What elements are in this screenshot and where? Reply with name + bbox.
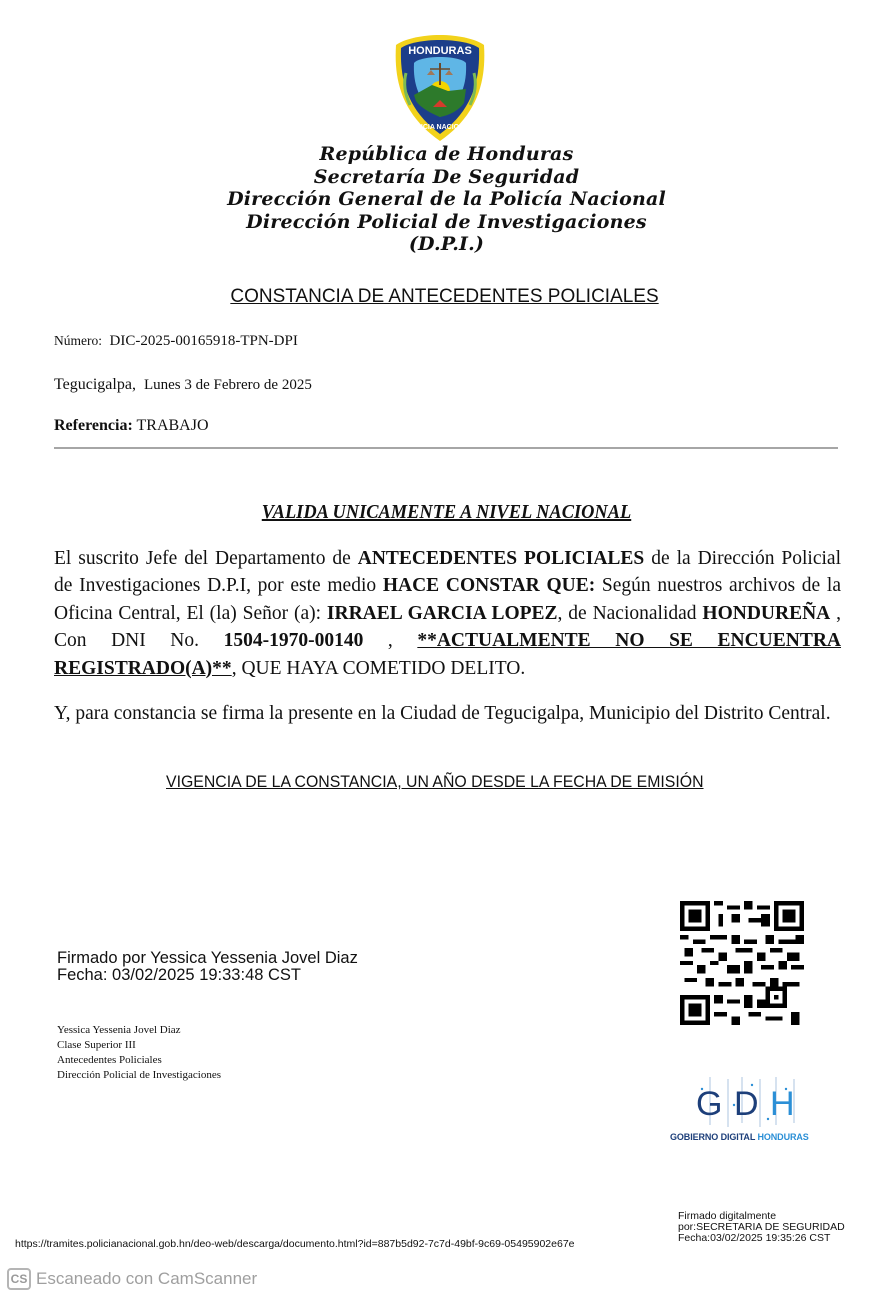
signer-direction: Dirección Policial de Investigaciones (57, 1069, 222, 1081)
policia-nacional-crest-logo (392, 33, 488, 143)
date-row (54, 376, 312, 394)
header-line-republica: República de Honduras (319, 143, 574, 165)
hace-constar-text: HACE CONSTAR QUE: (382, 575, 596, 597)
validity-scope-heading: VALIDA UNICAMENTE A NIVEL NACIONAL (261, 501, 632, 523)
separator-line (54, 447, 838, 449)
issue-date: Lunes 3 de Febrero de 2025 (143, 377, 312, 393)
signer-name: Yessica Yessenia Jovel Diaz (57, 1024, 181, 1036)
body-text: , (363, 630, 418, 652)
gdh-caption-dark: GOBIERNO DIGITAL (670, 1132, 758, 1142)
header-line-direccion-general: Dirección General de la Policía Nacional (227, 188, 666, 210)
nationality: HONDUREÑA (702, 602, 831, 624)
digital-signature-stamp (678, 1211, 845, 1244)
referencia-label: Referencia: (54, 417, 133, 434)
digital-signature-line1: Firmado digitalmente (678, 1210, 777, 1222)
numero-value: DIC-2025-00165918-TPN-DPI (109, 333, 298, 349)
body-text: El suscrito Jefe del Departamento de (54, 548, 358, 569)
gdh-letter-d: D (734, 1085, 759, 1123)
body-text: , QUE HAYA COMETIDO DELITO. (231, 657, 526, 679)
crest-bottom-text: POLICIA NACIONAL (406, 124, 474, 131)
signed-by: Firmado por Yessica Yessenia Jovel Diaz (57, 949, 358, 967)
crest-top-text: HONDURAS (408, 45, 472, 57)
document-title: CONSTANCIA DE ANTECEDENTES POLICIALES (230, 286, 659, 307)
signer-department: Antecedentes Policiales (57, 1054, 162, 1066)
qr-code-icon (680, 901, 804, 1025)
referencia-value: TRABAJO (136, 417, 209, 434)
certification-paragraph (54, 545, 841, 682)
validity-period-notice: VIGENCIA DE LA CONSTANCIA, UN AÑO DESDE LA FECHA DE EMISIÓN (166, 773, 704, 791)
gdh-caption-light: HONDURAS (757, 1132, 809, 1142)
city: Tegucigalpa, (54, 376, 136, 393)
body-text: Según nuestros archivos de la Oficina Central, El (la) Señor (a): (54, 575, 841, 624)
dni-number: 1504-1970-00140 (223, 630, 364, 652)
camscanner-watermark (7, 1268, 257, 1290)
camscanner-logo-icon: CS (7, 1268, 31, 1290)
gdh-letter-g: G (696, 1085, 723, 1123)
institution-header (200, 143, 693, 256)
referencia-row (54, 417, 209, 435)
signer-details (57, 1023, 221, 1083)
header-line-direccion-policial: Dirección Policial de Investigaciones (246, 210, 647, 233)
gdh-letter-h: H (770, 1085, 795, 1123)
record-status: **ACTUALMENTE NO SE ENCUENTRA REGISTRADO(A)** (54, 630, 842, 679)
numero-label: Número: (54, 333, 102, 348)
body-text: de la Dirección Policial de Investigaciones D.P.I, por este medio (54, 548, 841, 597)
numero-row (54, 333, 298, 350)
signature-date: Fecha: 03/02/2025 19:33:48 CST (57, 966, 302, 984)
header-line-secretaria: Secretaría De Seguridad (313, 165, 580, 188)
person-name: IRRAEL GARCIA LOPEZ (326, 602, 558, 624)
body-text: , Con DNI No. (54, 602, 841, 652)
signer-rank: Clase Superior III (57, 1039, 136, 1051)
department-name: ANTECEDENTES POLICIALES (357, 548, 645, 569)
digital-signature-line2: por:SECRETARIA DE SEGURIDAD (678, 1221, 845, 1233)
verification-url[interactable]: https://tramites.policianacional.gob.hn/deo-web/descarga/documento.html?id=887b5d92-7c7d-49bf-9c69-05495902e67e (15, 1238, 575, 1250)
digital-signature-line3: Fecha:03/02/2025 19:35:26 CST (678, 1232, 831, 1244)
header-line-dpi: (D.P.I.) (408, 233, 485, 255)
closing-paragraph: Y, para constancia se firma la presente en la Ciudad de Tegucigalpa, Municipio del Distrito Central. (54, 703, 831, 724)
camscanner-text: Escaneado con CamScanner (36, 1269, 258, 1288)
signature-block (57, 950, 358, 984)
body-text: , de Nacionalidad (557, 602, 703, 624)
gdh-caption (670, 1132, 809, 1142)
